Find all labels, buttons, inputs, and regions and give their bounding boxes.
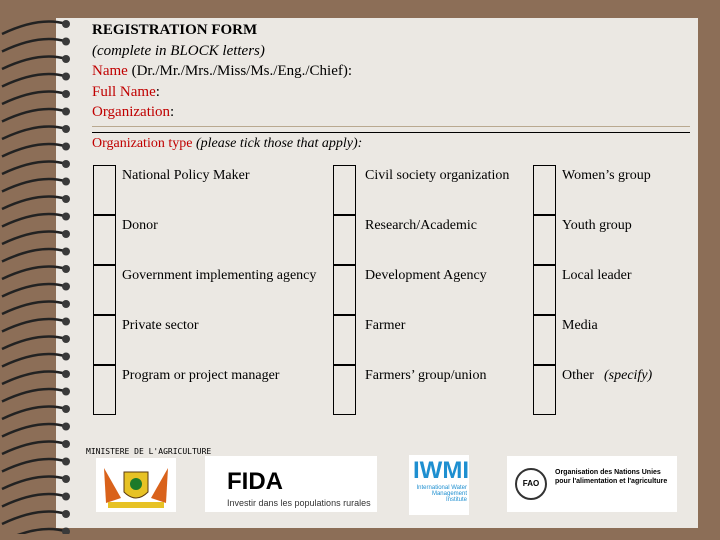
checkbox[interactable] (533, 265, 556, 315)
form-header (92, 20, 352, 123)
checkbox[interactable] (533, 215, 556, 265)
org-type-hint: (please tick those that apply): (195, 136, 363, 151)
form-title: REGISTRATION FORM (92, 22, 258, 38)
iwmi-full-name: International Water Management Institute (416, 485, 467, 503)
fao-emblem: FAO (515, 468, 547, 500)
checkbox[interactable] (93, 365, 116, 415)
organization-label: Organization (92, 104, 171, 120)
checkbox[interactable] (333, 265, 356, 315)
checkbox[interactable] (93, 315, 116, 365)
option-label: Private sector (122, 318, 199, 333)
option-label: National Policy Maker (122, 168, 250, 183)
checkbox[interactable] (333, 215, 356, 265)
option-label: Other (562, 368, 594, 383)
checkbox[interactable] (93, 215, 116, 265)
option-label: Farmer (365, 318, 406, 333)
option-label: Youth group (562, 218, 632, 233)
checkbox[interactable] (333, 315, 356, 365)
fao-text: Organisation des Nations Unies pour l'alimentation et l'agriculture (555, 469, 668, 485)
checkbox[interactable] (333, 365, 356, 415)
name-label: Name (92, 63, 128, 79)
checkbox[interactable] (93, 265, 116, 315)
option-label: Program or project manager (122, 368, 280, 383)
option-label: Government implementing agency (122, 268, 317, 283)
checkbox[interactable] (533, 365, 556, 415)
checkbox[interactable] (333, 165, 356, 215)
checkbox[interactable] (533, 315, 556, 365)
divider (92, 132, 690, 133)
org-type-label: Organization type (92, 136, 193, 151)
other-hint: (specify) (604, 368, 653, 383)
full-name-label: Full Name (92, 83, 156, 100)
option-label: Donor (122, 218, 158, 233)
option-label: Civil society organization (365, 168, 510, 183)
fida-name: FIDA (227, 468, 283, 495)
fida-logo (205, 456, 377, 512)
option-label: Development Agency (365, 268, 487, 283)
option-label: Women’s group (562, 168, 651, 183)
organization-type-heading (92, 136, 362, 152)
option-label: Farmers’ group/union (365, 368, 487, 383)
ministry-label: MINISTERE DE L'AGRICULTURE (86, 447, 212, 456)
iwmi-logo (409, 455, 469, 515)
form-subtitle: (complete in BLOCK letters) (92, 42, 265, 59)
checkbox[interactable] (533, 165, 556, 215)
name-field[interactable] (92, 61, 352, 82)
divider (92, 126, 690, 127)
fida-tagline: Investir dans les populations rurales (227, 498, 371, 508)
colon: : (155, 83, 160, 100)
colon: : (170, 104, 175, 120)
option-label: Research/Academic (365, 218, 477, 233)
full-name-field[interactable] (92, 82, 352, 103)
checkbox[interactable] (93, 165, 116, 215)
option-label: Local leader (562, 268, 632, 283)
spiral-binding-icon (0, 14, 80, 534)
niger-coat-of-arms-logo (96, 458, 176, 512)
fao-logo (507, 456, 677, 512)
iwmi-name: IWMI (413, 457, 469, 484)
option-label: Media (562, 318, 598, 333)
organization-field[interactable] (92, 102, 352, 123)
name-options: (Dr./Mr./Mrs./Miss/Ms./Eng./Chief): (131, 63, 353, 79)
